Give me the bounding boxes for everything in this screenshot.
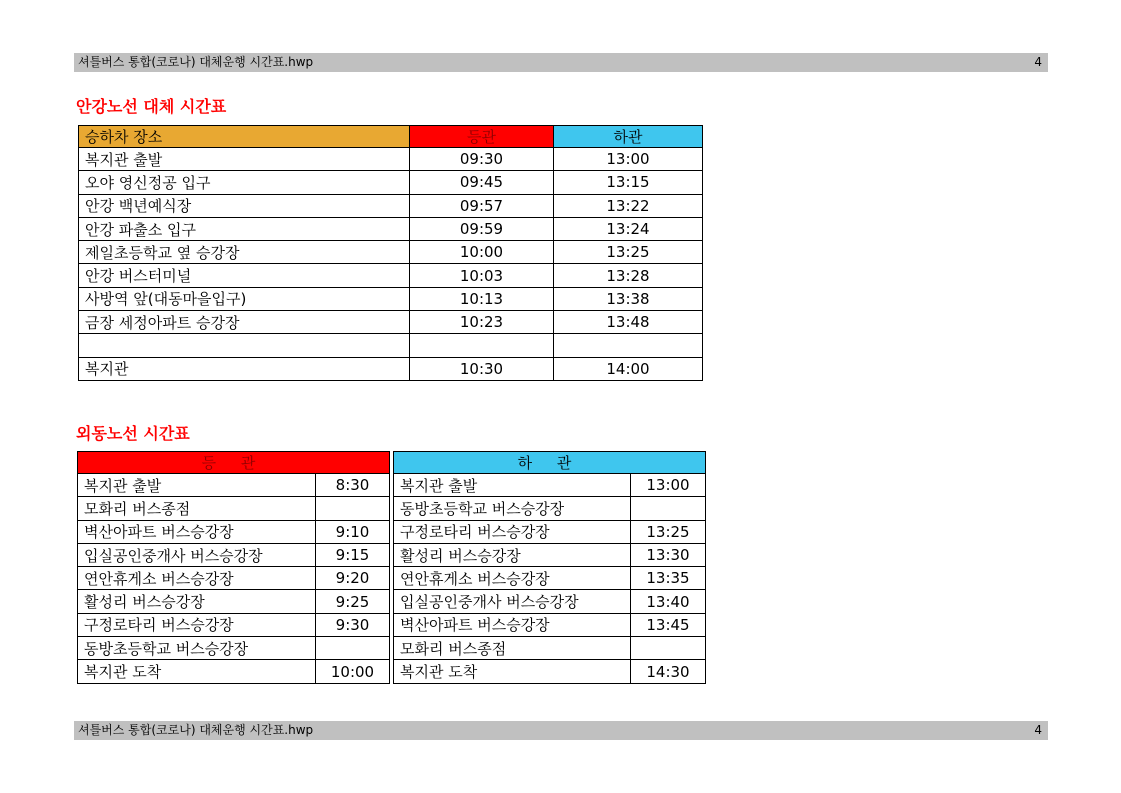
stop-name-cell: 복지관 출발 bbox=[394, 474, 631, 497]
time-cell bbox=[410, 334, 554, 357]
table-row bbox=[79, 194, 703, 217]
time-cell: 10:00 bbox=[410, 241, 554, 264]
time-cell: 13:25 bbox=[554, 241, 703, 264]
table-row bbox=[78, 474, 390, 497]
footer-title: 셔틀버스 통합(코로나) 대체운행 시간표.hwp bbox=[78, 723, 314, 737]
time-cell: 13:25 bbox=[631, 520, 706, 543]
time-cell: 13:22 bbox=[554, 194, 703, 217]
stop-name-cell: 사방역 앞(대동마을입구) bbox=[79, 287, 410, 310]
time-cell: 13:35 bbox=[631, 567, 706, 590]
stop-name-cell: 복지관 출발 bbox=[79, 148, 410, 171]
time-cell bbox=[316, 497, 390, 520]
time-cell: 10:03 bbox=[410, 264, 554, 287]
footer-page-number: 4 bbox=[1034, 723, 1042, 737]
col-header-down: 하관 bbox=[554, 126, 703, 148]
time-cell: 13:00 bbox=[631, 474, 706, 497]
time-cell: 8:30 bbox=[316, 474, 390, 497]
table-row bbox=[79, 148, 703, 171]
time-cell: 13:00 bbox=[554, 148, 703, 171]
stop-name-cell: 복지관 출발 bbox=[78, 474, 316, 497]
table-row bbox=[79, 334, 703, 357]
stop-name-cell: 입실공인중개사 버스승강장 bbox=[394, 590, 631, 613]
stop-name-cell: 모화리 버스종점 bbox=[78, 497, 316, 520]
time-cell: 13:38 bbox=[554, 287, 703, 310]
time-cell: 9:15 bbox=[316, 543, 390, 566]
table-row bbox=[79, 264, 703, 287]
time-cell: 09:59 bbox=[410, 217, 554, 240]
time-cell: 9:20 bbox=[316, 567, 390, 590]
stop-name-cell: 안강 백년예식장 bbox=[79, 194, 410, 217]
table-row bbox=[78, 613, 390, 636]
up-header: 등 관 bbox=[78, 452, 390, 474]
time-cell: 13:30 bbox=[631, 543, 706, 566]
time-cell: 13:15 bbox=[554, 171, 703, 194]
time-cell: 09:30 bbox=[410, 148, 554, 171]
down-header: 하 관 bbox=[394, 452, 706, 474]
table-row bbox=[394, 497, 706, 520]
time-cell: 14:30 bbox=[631, 660, 706, 683]
table-row bbox=[79, 311, 703, 334]
stop-name-cell: 모화리 버스종점 bbox=[394, 637, 631, 660]
stop-name-cell: 벽산아파트 버스승강장 bbox=[78, 520, 316, 543]
stop-name-cell: 활성리 버스승강장 bbox=[78, 590, 316, 613]
section1-title: 안강노선 대체 시간표 bbox=[76, 97, 227, 116]
stop-name-cell: 구정로타리 버스승강장 bbox=[394, 520, 631, 543]
table-row bbox=[394, 543, 706, 566]
section2-title: 외동노선 시간표 bbox=[76, 424, 190, 443]
time-cell: 13:48 bbox=[554, 311, 703, 334]
time-cell bbox=[631, 497, 706, 520]
table-row bbox=[79, 357, 703, 380]
time-cell: 10:30 bbox=[410, 357, 554, 380]
stop-name-cell: 활성리 버스승강장 bbox=[394, 543, 631, 566]
col-header-place: 승하차 장소 bbox=[79, 126, 410, 148]
table-row bbox=[78, 637, 390, 660]
footer-bar bbox=[74, 721, 1048, 740]
stop-name-cell: 복지관 bbox=[79, 357, 410, 380]
time-cell bbox=[554, 334, 703, 357]
time-cell: 13:45 bbox=[631, 613, 706, 636]
table-row bbox=[78, 590, 390, 613]
stop-name-cell: 연안휴게소 버스승강장 bbox=[394, 567, 631, 590]
table-row bbox=[79, 241, 703, 264]
table-row bbox=[394, 474, 706, 497]
stop-name-cell bbox=[79, 334, 410, 357]
table-row bbox=[79, 287, 703, 310]
time-cell: 10:13 bbox=[410, 287, 554, 310]
table-row bbox=[394, 520, 706, 543]
time-cell: 13:28 bbox=[554, 264, 703, 287]
stop-name-cell: 연안휴게소 버스승강장 bbox=[78, 567, 316, 590]
time-cell: 13:24 bbox=[554, 217, 703, 240]
time-cell: 09:45 bbox=[410, 171, 554, 194]
stop-name-cell: 안강 버스터미널 bbox=[79, 264, 410, 287]
stop-name-cell: 구정로타리 버스승강장 bbox=[78, 613, 316, 636]
stop-name-cell: 안강 파출소 입구 bbox=[79, 217, 410, 240]
stop-name-cell: 벽산아파트 버스승강장 bbox=[394, 613, 631, 636]
table-row bbox=[394, 660, 706, 683]
oedong-up-timetable bbox=[77, 451, 390, 684]
header-title: 셔틀버스 통합(코로나) 대체운행 시간표.hwp bbox=[78, 55, 314, 69]
stop-name-cell: 오야 영신정공 입구 bbox=[79, 171, 410, 194]
stop-name-cell: 입실공인중개사 버스승강장 bbox=[78, 543, 316, 566]
oedong-down-timetable bbox=[393, 451, 706, 684]
table-row bbox=[78, 543, 390, 566]
stop-name-cell: 금장 세정아파트 승강장 bbox=[79, 311, 410, 334]
time-cell: 9:10 bbox=[316, 520, 390, 543]
stop-name-cell: 복지관 도착 bbox=[394, 660, 631, 683]
angang-timetable bbox=[78, 125, 703, 381]
time-cell: 09:57 bbox=[410, 194, 554, 217]
stop-name-cell: 동방초등학교 버스승강장 bbox=[78, 637, 316, 660]
time-cell: 10:00 bbox=[316, 660, 390, 683]
time-cell bbox=[631, 637, 706, 660]
header-page-number: 4 bbox=[1034, 55, 1042, 69]
time-cell: 10:23 bbox=[410, 311, 554, 334]
time-cell bbox=[316, 637, 390, 660]
time-cell: 14:00 bbox=[554, 357, 703, 380]
time-cell: 9:25 bbox=[316, 590, 390, 613]
table-row bbox=[78, 660, 390, 683]
table-row bbox=[394, 613, 706, 636]
table-row bbox=[79, 217, 703, 240]
table-row bbox=[394, 567, 706, 590]
table-row bbox=[394, 590, 706, 613]
table-row bbox=[78, 497, 390, 520]
col-header-up: 등관 bbox=[410, 126, 554, 148]
time-cell: 9:30 bbox=[316, 613, 390, 636]
stop-name-cell: 동방초등학교 버스승강장 bbox=[394, 497, 631, 520]
stop-name-cell: 제일초등학교 옆 승강장 bbox=[79, 241, 410, 264]
table-row bbox=[78, 567, 390, 590]
table-row bbox=[78, 520, 390, 543]
header-bar bbox=[74, 53, 1048, 72]
stop-name-cell: 복지관 도착 bbox=[78, 660, 316, 683]
time-cell: 13:40 bbox=[631, 590, 706, 613]
table-row bbox=[394, 637, 706, 660]
table-row bbox=[79, 171, 703, 194]
